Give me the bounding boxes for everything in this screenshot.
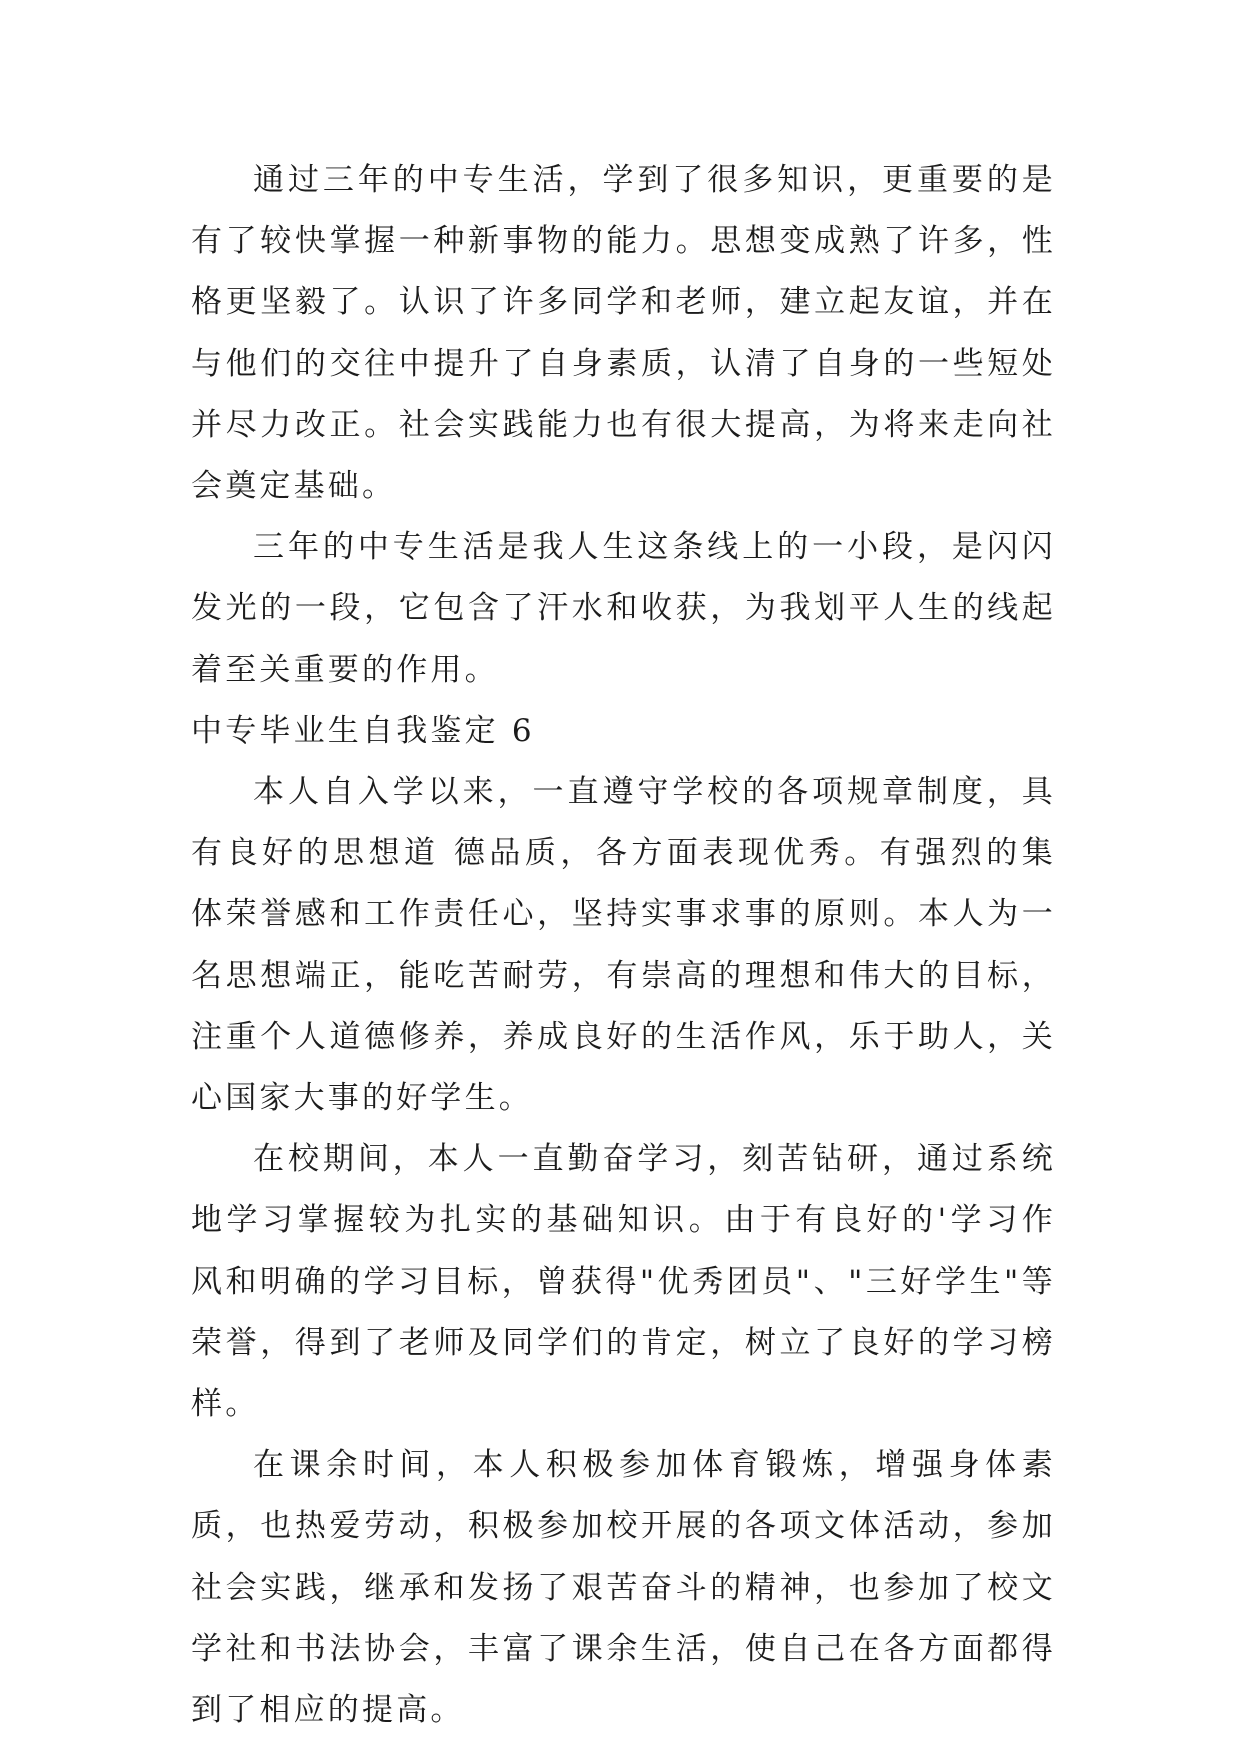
- section-heading: 中专毕业生自我鉴定 6: [191, 712, 535, 749]
- paragraph-extracurricular: 在课余时间，本人积极参加体育锻炼，增强身体素质，也热爱劳动，积极参加校开展的各项文体活动，参加社会实践，继承和发扬了艰苦奋斗的精神，也参加了校文学社和书法协会，丰富了课余生活，使自己在各方面都得到了相应的提高。: [191, 1447, 1056, 1729]
- paragraph-life-reflection: 三年的中专生活是我人生这条线上的一小段，是闪闪发光的一段，它包含了汗水和收获，为我划平人生的线起着至关重要的作用。: [191, 529, 1056, 688]
- paragraph-conduct: 本人自入学以来，一直遵守学校的各项规章制度，具有良好的思想道 德品质，各方面表现优秀。有强烈的集体荣誉感和工作责任心，坚持实事求事的原则。本人为一名思想端正，能吃苦耐劳，有崇高的理想和伟大的目标，注重个人道德修养，养成良好的生活作风，乐于助人，关心国家大事的好学生。: [191, 774, 1056, 1117]
- document-body: [191, 150, 1056, 1741]
- paragraph-study-summary: 通过三年的中专生活，学到了很多知识，更重要的是有了较快掌握一种新事物的能力。思想变成熟了许多，性格更坚毅了。认识了许多同学和老师，建立起友谊，并在与他们的交往中提升了自身素质，认清了自身的一些短处并尽力改正。社会实践能力也有很大提高，为将来走向社会奠定基础。: [191, 162, 1056, 505]
- paragraph-academics: 在校期间，本人一直勤奋学习，刻苦钻研，通过系统地学习掌握较为扎实的基础知识。由于有良好的'学习作风和明确的学习目标，曾获得"优秀团员"、"三好学生"等荣誉，得到了老师及同学们的肯定，树立了良好的学习榜样。: [191, 1141, 1056, 1423]
